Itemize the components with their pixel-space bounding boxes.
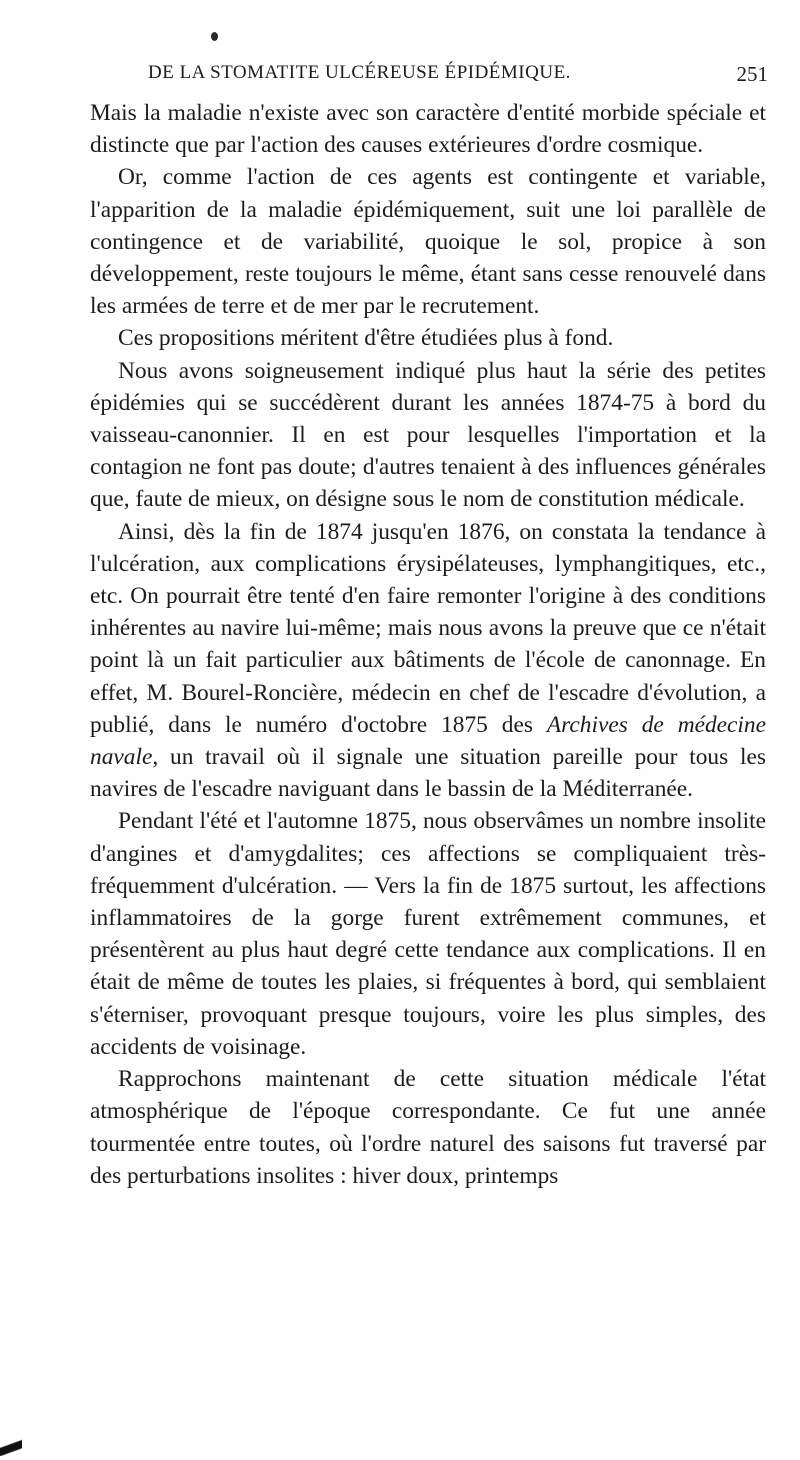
- ink-dot: [211, 32, 218, 41]
- paragraph-3: Ces propositions méritent d'être étudiées plus à fond.: [118, 325, 614, 352]
- paragraph-6: Pendant l'été et l'automne 1875, nous observâmes un nombre insolite d'angines et d'amygdalites; ces affections se compliquaient très-fréquemment d'ulcération. — Vers la fin de 1875 surtout, les affections inflammatoires de la gorge furent extrêmement communes, et présentèrent au plus haut degré cette tendance aux complications. Il en était de même de toutes les plaies, si fréquentes à bord, qui semblaient s'éterniser, provoquant presque toujours, voire les plus simples, des accidents de voisinage.: [90, 808, 766, 1060]
- running-title: DE LA STOMATITE ULCÉREUSE ÉPIDÉMIQUE.: [148, 62, 571, 83]
- paragraph-1: Mais la maladie n'existe avec son caractère d'entité morbide spéciale et distincte que par l'action des causes extérieures d'ordre cosmique.: [90, 100, 766, 159]
- scan-edge-mark: [0, 1436, 22, 1456]
- paragraph-5-text-after: , un travail où il signale une situation pareille pour tous les navires de l'escadre naviguant dans le bassin de la Méditerranée.: [90, 744, 766, 803]
- paragraph-2: Or, comme l'action de ces agents est contingente et variable, l'apparition de la maladie épidémiquement, suit une loi parallèle de contingence et de variabilité, quoique le sol, propice à son développement, reste toujours le même, étant sans cesse renouvelé dans les armées de terre et de mer par le recrutement.: [90, 164, 766, 320]
- paragraph-7: Rapprochons maintenant de cette situation médicale l'état atmosphérique de l'époque correspondante. Ce fut une année tourmentée entre toutes, où l'ordre naturel des saisons fut traversé par des perturbations insolites : hiver doux, printemps: [90, 1066, 766, 1189]
- paragraph-5: [90, 516, 766, 806]
- running-head: [148, 62, 768, 92]
- journal-title: Archives de médecine navale: [90, 711, 766, 771]
- page-number: 251: [736, 62, 768, 86]
- paragraph-5-text-before: Ainsi, dès la fin de 1874 jusqu'en 1876, on constata la tendance à l'ulcération, aux complications érysipélateuses, lymphangitiques, etc., etc. On pourrait être tenté d'en faire remonter l'origine à des conditions inhérentes au navire lui-même; mais nous avons la preuve que ce n'était point là un fait particulier aux bâtiments de l'école de canonnage. En effet, M. Bourel-Roncière, médecin en chef de l'escadre d'évolution, a publié, dans le numéro d'octobre 1875 des: [90, 518, 766, 738]
- paragraph-4: Nous avons soigneusement indiqué plus haut la série des petites épidémies qui se succédèrent durant les années 1874-75 à bord du vaisseau-canonnier. Il en est pour lesquelles l'importation et la contagion ne font pas doute; d'autres tenaient à des influences générales que, faute de mieux, on désigne sous le nom de constitution médicale.: [90, 357, 766, 513]
- body-text: [90, 97, 766, 1192]
